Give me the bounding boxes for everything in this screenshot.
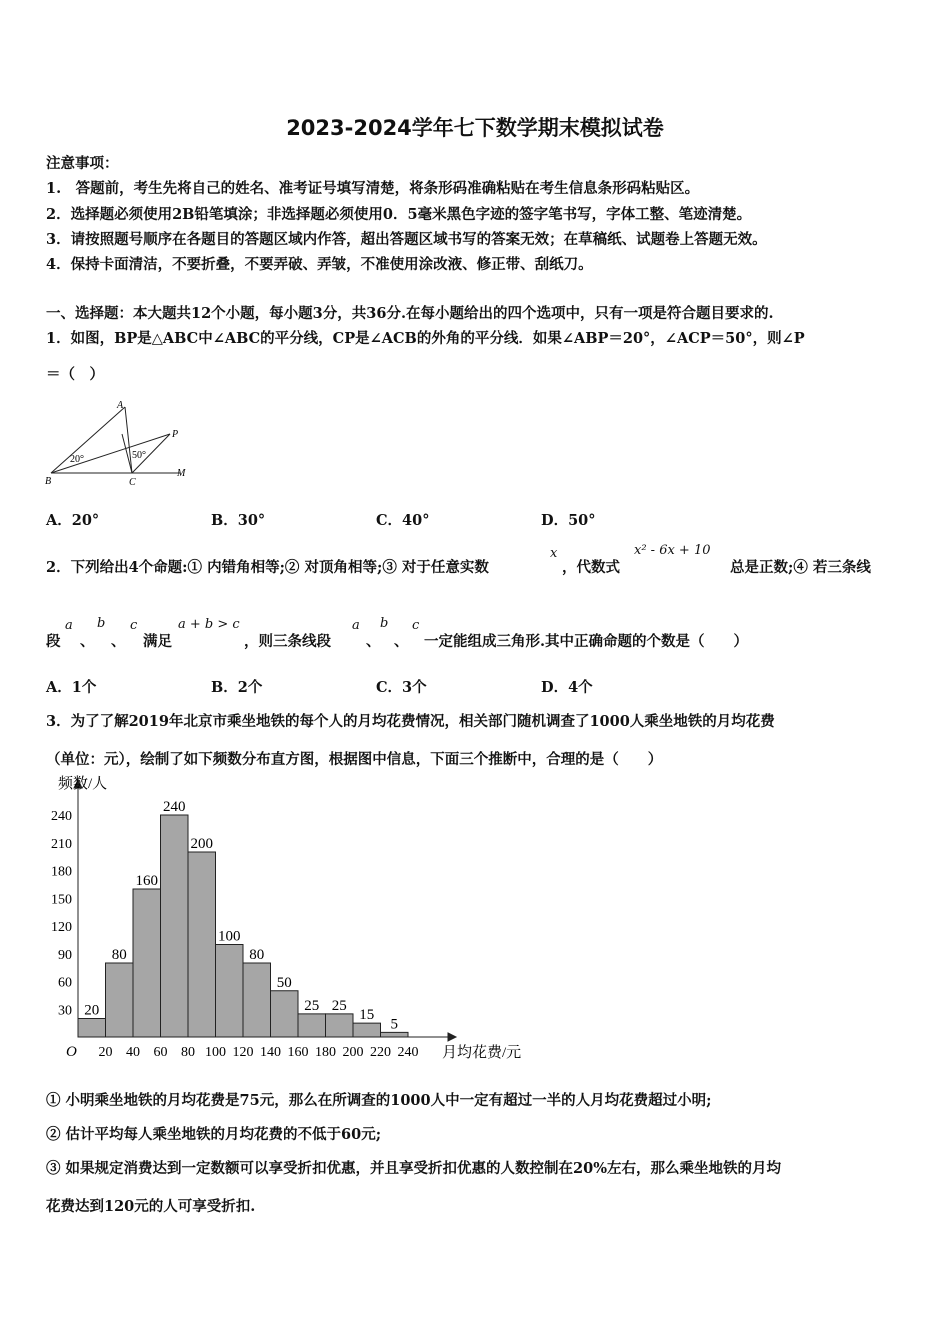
note-item-1: 1. 答题前，考生先将自己的姓名、准考证号填写清楚，将条形码准确粘贴在考生信息条形码粘贴区。 [46, 180, 700, 197]
q1-option-d: D．50° [541, 512, 596, 529]
histogram-bar [243, 963, 271, 1037]
q2-line2-d: 一定能组成三角形.其中正确命题的个数是（ ） [424, 633, 749, 650]
bar-data-label: 20 [84, 1002, 100, 1019]
bar-data-label: 15 [359, 1007, 375, 1024]
x-axis-arrow [448, 1033, 456, 1041]
bar-data-label: 25 [304, 997, 320, 1014]
q2-option-d: D．4个 [541, 679, 593, 696]
bisector-bp [51, 434, 170, 473]
histogram-bar [271, 991, 299, 1037]
side-ba [51, 407, 125, 473]
q3-statement-3: ③ 如果规定消费达到一定数额可以享受折扣优惠，并且享受折扣优惠的人数控制在20%左右，那么乘坐地铁的月均 [46, 1160, 781, 1177]
bar-data-label: 200 [190, 836, 213, 852]
q1-option-b: B．30° [211, 512, 266, 529]
x-tick-label: 200 [342, 1045, 364, 1060]
x-tick-label: 100 [205, 1045, 226, 1060]
q2-sep2: 、 [111, 633, 126, 650]
x-tick-label: 80 [181, 1045, 195, 1060]
y-tick-label: 120 [51, 920, 72, 935]
q2-line2-c: ，则三条线段 [244, 633, 331, 650]
q2-sep3: 、 [366, 633, 381, 650]
side-extension [122, 434, 132, 473]
note-item-3: 3．请按照题号顺序在各题目的答题区域内作答，超出答题区域书写的答案无效；在草稿纸、试题卷上答题无效。 [46, 231, 767, 248]
q3-stem-line2: （单位：元），绘制了如下频数分布直方图，根据图中信息，下面三个推断中，合理的是（ ） [46, 751, 663, 768]
q1-triangle-figure [40, 396, 200, 496]
q2-seg-c: c [130, 618, 138, 633]
histogram-bar [353, 1023, 381, 1037]
q2-expression: x² - 6x + 10 [634, 543, 711, 558]
y-tick-label: 210 [51, 836, 72, 852]
bar-data-label: 25 [331, 997, 347, 1014]
y-axis-label: 频数/人 [58, 776, 108, 792]
section-heading: 一、选择题：本大题共12个小题，每小题3分，共36分.在每小题给出的四个选项中，只有一项是符合题目要求的. [46, 305, 774, 322]
q2-stem-part3: 总是正数;④ 若三条线 [730, 559, 871, 576]
q2-var-x: x [550, 546, 558, 561]
q2-option-c: C．3个 [376, 679, 427, 696]
q2-condition: a + b > c [178, 617, 240, 632]
q1-stem-line2: ＝（ ） [46, 366, 104, 383]
y-tick-label: 30 [58, 1003, 72, 1019]
y-tick-label: 240 [51, 809, 72, 824]
bar-data-label: 80 [249, 947, 265, 963]
histogram-bar [106, 963, 134, 1037]
bar-data-label: 50 [276, 974, 292, 991]
histogram-bar [216, 945, 244, 1038]
histogram-bar [161, 815, 189, 1037]
page-title: 2023-2024学年七下数学期末模拟试卷 [286, 116, 664, 140]
q2-sep4: 、 [394, 633, 409, 650]
q1-stem-line1: 1．如图，BP是△ABC中∠ABC的平分线，CP是∠ACB的外角的平分线．如果∠ABP＝20°，∠ACP＝50°，则∠P [46, 330, 805, 347]
y-tick-label: 90 [58, 947, 72, 963]
q2-seg-a: a [65, 618, 73, 633]
bar-data-label: 80 [111, 947, 127, 963]
y-tick-label: 60 [58, 975, 72, 991]
q3-stem-line1: 3．为了了解2019年北京市乘坐地铁的每个人的月均花费情况，相关部门随机调查了1000人乘坐地铁的月均花费 [46, 713, 775, 730]
x-tick-label: 120 [232, 1045, 254, 1060]
q2-option-b: B．2个 [211, 679, 263, 696]
q3-statement-1: ① 小明乘坐地铁的月均花费是75元，那么在所调查的1000人中一定有超过一半的人月均花费超过小明; [46, 1092, 712, 1109]
label-c: C [129, 477, 136, 488]
x-tick-label: 20 [98, 1045, 113, 1060]
bar-data-label: 100 [218, 928, 241, 945]
angle-label-50: 50° [132, 450, 146, 461]
q2-seg-c2: c [412, 618, 420, 633]
q2-line2-a: 段 [46, 633, 61, 650]
q2-seg-b: b [97, 616, 106, 631]
angle-label-20: 20° [70, 454, 84, 465]
x-tick-label: 180 [315, 1045, 336, 1060]
q2-sep1: 、 [80, 633, 95, 650]
label-p: P [172, 429, 179, 440]
bar-data-label: 160 [135, 873, 158, 889]
note-item-2: 2．选择题必须使用2B铅笔填涂；非选择题必须使用0．5毫米黑色字迹的签字笔书写，字体工整、笔迹清楚。 [46, 206, 752, 223]
q2-seg-a2: a [352, 618, 360, 633]
histogram-bar [298, 1014, 326, 1037]
histogram-bar [381, 1032, 409, 1037]
x-axis-label: 月均花费/元 [442, 1045, 522, 1061]
notes-heading: 注意事项： [46, 155, 119, 172]
label-b: B [45, 476, 52, 487]
q2-stem-part2: ，代数式 [562, 559, 620, 576]
histogram-bar [78, 1019, 106, 1038]
note-item-4: 4．保持卡面清洁，不要折叠，不要弄破、弄皱，不准使用涂改液、修正带、刮纸刀。 [46, 256, 593, 273]
q2-option-a: A．1个 [46, 679, 97, 696]
x-tick-label: 140 [260, 1045, 281, 1060]
bar-data-label: 5 [390, 1016, 398, 1033]
x-tick-label: 40 [126, 1045, 140, 1060]
label-m: M [177, 468, 186, 479]
origin-label: O [66, 1044, 77, 1060]
x-tick-label: 160 [287, 1045, 309, 1060]
q2-line2-b: 满足 [143, 633, 172, 650]
q3-statement-3-cont: 花费达到120元的人可享受折扣. [46, 1198, 256, 1215]
histogram-bar [326, 1014, 354, 1037]
y-tick-label: 180 [51, 864, 72, 880]
side-ac [125, 407, 132, 473]
q2-seg-b2: b [380, 616, 389, 631]
label-a: A [117, 400, 124, 411]
q1-option-c: C．40° [376, 512, 430, 529]
histogram-bar [133, 889, 161, 1037]
q3-statement-2: ② 估计平均每人乘坐地铁的月均花费的不低于60元; [46, 1126, 382, 1143]
x-tick-label: 220 [370, 1045, 391, 1060]
bar-data-label: 240 [163, 799, 186, 815]
histogram-bar [188, 852, 216, 1037]
q1-option-a: A．20° [46, 512, 100, 529]
histogram-chart [40, 770, 560, 1070]
q2-stem-part1: 2．下列给出4个命题:① 内错角相等;② 对顶角相等;③ 对于任意实数 [46, 559, 489, 576]
x-tick-label: 60 [153, 1045, 168, 1060]
x-tick-label: 240 [397, 1045, 419, 1060]
y-tick-label: 150 [51, 892, 72, 908]
